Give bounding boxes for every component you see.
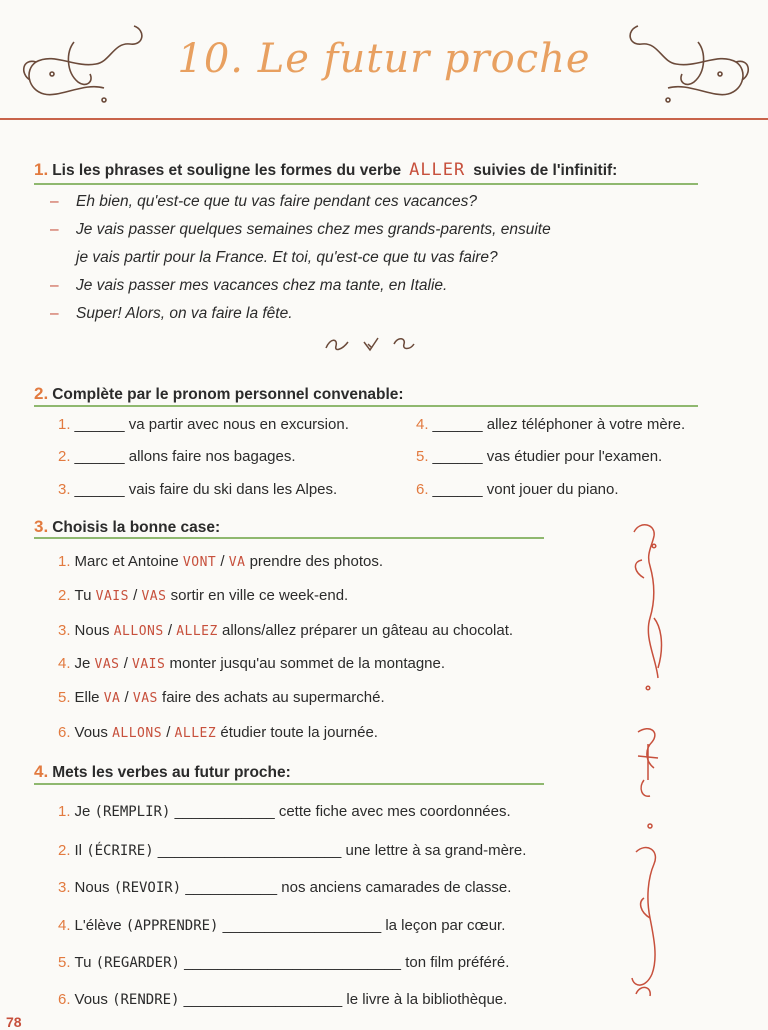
exercise-3-instruction: Choisis la bonne case:: [52, 519, 221, 536]
answer-blank[interactable]: ______________________: [157, 842, 342, 859]
choice-b[interactable]: VAS: [132, 691, 158, 706]
exercise-4-item: 1. Je (REMPLIR) ____________ cette fiche avec mes coordonnées.: [58, 803, 511, 820]
exercise-4-item: 2. Il (ÉCRIRE) ______________________ une lettre à sa grand-mère.: [58, 842, 527, 859]
exercise-2-item: 5. ______ vas étudier pour l'examen.: [416, 448, 663, 465]
choice-a[interactable]: VAS: [94, 657, 120, 672]
choice-b[interactable]: VA: [228, 555, 246, 570]
answer-blank[interactable]: __________________________: [184, 954, 402, 971]
choice-b[interactable]: VAS: [141, 589, 167, 604]
title-divider: [0, 118, 768, 120]
exercise-4-number: 4.: [34, 762, 49, 781]
page-title: 10. Le futur proche: [177, 36, 591, 82]
choice-a[interactable]: VAIS: [95, 589, 129, 604]
exercise-2-item: 6. ______ vont jouer du piano.: [416, 481, 619, 498]
exercise-4-rule: [34, 783, 544, 785]
dialogue-line: – Eh bien, qu'est-ce que tu vas faire pendant ces vacances?: [50, 193, 478, 210]
choice-a[interactable]: ALLONS: [112, 726, 163, 741]
page-number: 78: [6, 1014, 22, 1030]
exercise-1-number: 1.: [34, 160, 49, 179]
choice-b[interactable]: VAIS: [132, 657, 166, 672]
answer-blank[interactable]: ______: [74, 416, 125, 433]
choice-a[interactable]: VONT: [182, 555, 217, 570]
section-divider-ornament: [320, 332, 420, 356]
exercise-3-rule: [34, 537, 544, 539]
exercise-3-item: 2. Tu VAIS / VAS sortir en ville ce week-end.: [58, 587, 349, 604]
exercise-1-instruction-end: suivies de l'infinitif:: [473, 162, 618, 179]
answer-blank[interactable]: ___________________: [183, 991, 343, 1008]
exercise-4-item: 5. Tu (REGARDER) __________________________ ton film préféré.: [58, 954, 510, 971]
answer-blank[interactable]: ____________: [174, 803, 275, 820]
exercise-3-item: 5. Elle VA / VAS faire des achats au supermarché.: [58, 689, 385, 706]
exercise-4-instruction: Mets les verbes au futur proche:: [52, 764, 291, 781]
exercise-2-item: 4. ______ allez téléphoner à votre mère.: [416, 416, 686, 433]
exercise-1-verb: ALLER: [409, 160, 466, 180]
exercise-4-item: 6. Vous (RENDRE) ___________________ le livre à la bibliothèque.: [58, 991, 508, 1008]
right-margin-flourish: [624, 518, 684, 1008]
exercise-1-heading: [34, 160, 617, 180]
exercise-3-number: 3.: [34, 517, 49, 536]
exercise-4-item: 3. Nous (REVOIR) ___________ nos anciens camarades de classe.: [58, 879, 512, 896]
answer-blank[interactable]: ______: [432, 448, 483, 465]
exercise-2-item: 1. ______ va partir avec nous en excursion.: [58, 416, 349, 433]
answer-blank[interactable]: ______: [74, 448, 125, 465]
dialogue-line: je vais partir pour la France. Et toi, qu'est-ce que tu vas faire?: [76, 249, 498, 266]
answer-blank[interactable]: ___________________: [222, 917, 382, 934]
exercise-1-rule: [34, 183, 698, 185]
exercise-3-heading: [34, 517, 220, 537]
exercise-4-heading: [34, 762, 291, 782]
exercise-2-number: 2.: [34, 384, 49, 403]
exercise-3-item: 4. Je VAS / VAIS monter jusqu'au sommet de la montagne.: [58, 655, 446, 672]
dialogue-line: – Super! Alors, on va faire la fête.: [50, 305, 293, 322]
choice-b[interactable]: ALLEZ: [174, 726, 217, 741]
exercise-2-item: 2. ______ allons faire nos bagages.: [58, 448, 296, 465]
exercise-3-item: 3. Nous ALLONS / ALLEZ allons/allez préparer un gâteau au chocolat.: [58, 622, 514, 639]
exercise-3-item: 1. Marc et Antoine VONT / VA prendre des photos.: [58, 553, 384, 570]
choice-a[interactable]: VA: [103, 691, 121, 706]
answer-blank[interactable]: ______: [432, 416, 483, 433]
exercise-1-instruction: Lis les phrases et souligne les formes du verbe: [52, 162, 402, 179]
answer-blank[interactable]: ______: [432, 481, 483, 498]
answer-blank[interactable]: ______: [74, 481, 125, 498]
exercise-2-rule: [34, 405, 698, 407]
dialogue-line: – Je vais passer quelques semaines chez mes grands-parents, ensuite: [50, 221, 551, 238]
choice-b[interactable]: ALLEZ: [176, 624, 218, 639]
exercise-2-item: 3. ______ vais faire du ski dans les Alpes.: [58, 481, 338, 498]
exercise-3-item: 6. Vous ALLONS / ALLEZ étudier toute la journée.: [58, 724, 378, 741]
choice-a[interactable]: ALLONS: [113, 624, 164, 639]
dialogue-line: – Je vais passer mes vacances chez ma tante, en Italie.: [50, 277, 448, 294]
exercise-2-heading: [34, 384, 404, 404]
answer-blank[interactable]: ___________: [185, 879, 278, 896]
exercise-4-item: 4. L'élève (APPRENDRE) ___________________ la leçon par cœur.: [58, 917, 506, 934]
exercise-2-instruction: Complète par le pronom personnel convenable:: [52, 386, 404, 403]
